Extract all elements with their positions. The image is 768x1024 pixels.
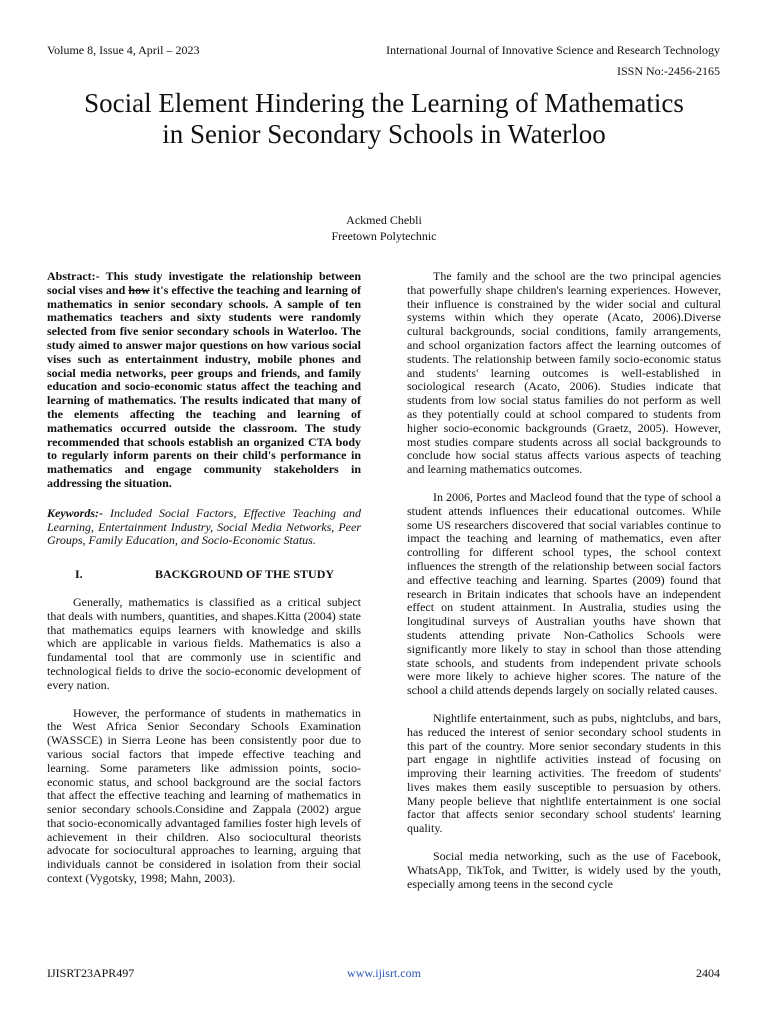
body-paragraph: Nightlife entertainment, such as pubs, nightclubs, and bars, has reduced the interest of senior secondary school students in this part of the country. More senior secondary students in this part engage in nightlife activities instead of focusing on improving their learning activities. The freedom of students' lives makes them easily susceptible to persuasion by others. Many people believe that nightlife entertainment is one social factor that affects senior secondary school students' learning quality. — [407, 710, 721, 836]
section-number: I. — [75, 567, 83, 582]
author-block — [0, 212, 768, 244]
abstract-text-b: it's effective the teaching and learning of mathematics in senior secondary schools. A sample of ten mathematics teachers and sixty students were randomly selected from five senior secondary schools in Waterloo. The study aimed to answer major questions on how various social vises such as entertainment industry, mobile phones and social media networks, peer groups and friends, and family education and socio-economic status affect the teaching and learning of mathematics. The results indicated that many of the elements affecting the teaching and learning of mathematics occurred outside the classroom. The study recommended that schools establish an organized CTA body to regularly inform parents on their child's performance in mathematics and engage community stakeholders in addressing the situation. — [47, 282, 361, 490]
keywords — [47, 507, 361, 548]
footer-url-link[interactable]: www.ijisrt.com — [347, 966, 421, 980]
abstract — [47, 270, 361, 491]
body-paragraph: However, the performance of students in mathematics in the West Africa Senior Secondary Schools Examination (WASSCE) in Sierra Leone has been consistently poor due to various social factors that impede effective teaching and learning. Some parameters like admission points, socio-economic status, and school background are the social factors that affect the effective teaching and learning of mathematics in senior secondary schools.Considine and Zappala (2002) argue that socio-economically advantaged families foster high levels of achievement in their children. Also sociocultural theorists advocate for sociocultural approaches to learning, arguing that individuals cannot be considered in isolation from their social context (Vygotsky, 1998; Mahn, 2003). — [47, 705, 361, 886]
abstract-label: Abstract:- — [47, 269, 100, 283]
abstract-struck-word: how — [128, 282, 150, 297]
author-affiliation: Freetown Polytechnic — [331, 229, 437, 243]
keywords-text: Included Social Factors, Effective Teaching and Learning, Entertainment Industry, Social Media Networks, Peer Groups, Family Education, and Socio-Economic Status. — [47, 505, 361, 548]
footer-paper-code: IJISRT23APR497 — [47, 966, 135, 980]
body-paragraph: Social media networking, such as the use of Facebook, WhatsApp, TikTok, and Twitter, is widely used by the youth, especially among teens in the second cycle — [407, 849, 721, 891]
running-header-journal: International Journal of Innovative Science and Research Technology — [386, 43, 720, 57]
issn: ISSN No:-2456-2165 — [616, 64, 720, 78]
left-column — [47, 270, 361, 900]
body-paragraph: The family and the school are the two principal agencies that powerfully shape children's learning experiences. However, their influence is constrained by the wider social and cultural systems within which they operate (Acato, 2006).Diverse cultural backgrounds, social conditions, family arrangements, and school organization factors affect the learning outcomes of students. The relationship between family socio-economic status and students' learning outcomes is well-established in sociological research (Acato, 2006). Studies indicate that students from low social status families do not perform as well as they potentially could at school compared to students from higher socio-economic backgrounds (Graetz, 2005). However, most studies compare students across all social backgrounds to conclude how social status affects various aspects of teaching and learning mathematics outcomes. — [407, 269, 721, 477]
body-paragraph: Generally, mathematics is classified as a critical subject that deals with numbers, quantities, and shapes.Kitta (2004) state that mathematics equips learners with knowledge and skills which are applicable in various fields. Mathematics is also a fundamental tool that are commonly use in scientific and technological fields to drive the socio-economic development of every nation. — [47, 594, 361, 692]
right-column — [407, 270, 721, 905]
author-name: Ackmed Chebli — [346, 213, 422, 227]
body-paragraph: In 2006, Portes and Macleod found that the type of school a student attends influences their educational outcomes. While some US researchers discovered that social variables continue to impact the teaching and learning of mathematics, even after controlling for different school types, the school context influences the strength of the relationship between social factors and effective teaching and learning. Spartes (2009) found that research in Britain indicates that schools have an independent effect on student attainment. In Australia, studies using the longitudinal surveys of Australian youths have shown that students attending private Non-Catholics Schools were significantly more likely to stay in school than those attending state schools, and students from independent private schools were more likely to achieve higher scores. The nature of the school a child attends depends largely on socially related causes. — [407, 489, 721, 698]
abstract-text-a: This study investigate the relationship between social vises and — [47, 269, 361, 297]
paper-title: Social Element Hindering the Learning of Mathematics in Senior Secondary Schools in Waterloo — [84, 88, 684, 149]
section-title: BACKGROUND OF THE STUDY — [155, 567, 335, 582]
keywords-label: Keywords:- — [47, 505, 103, 520]
section-heading — [47, 568, 361, 582]
running-header-volume: Volume 8, Issue 4, April – 2023 — [47, 43, 200, 57]
footer-page-number: 2404 — [696, 966, 720, 980]
